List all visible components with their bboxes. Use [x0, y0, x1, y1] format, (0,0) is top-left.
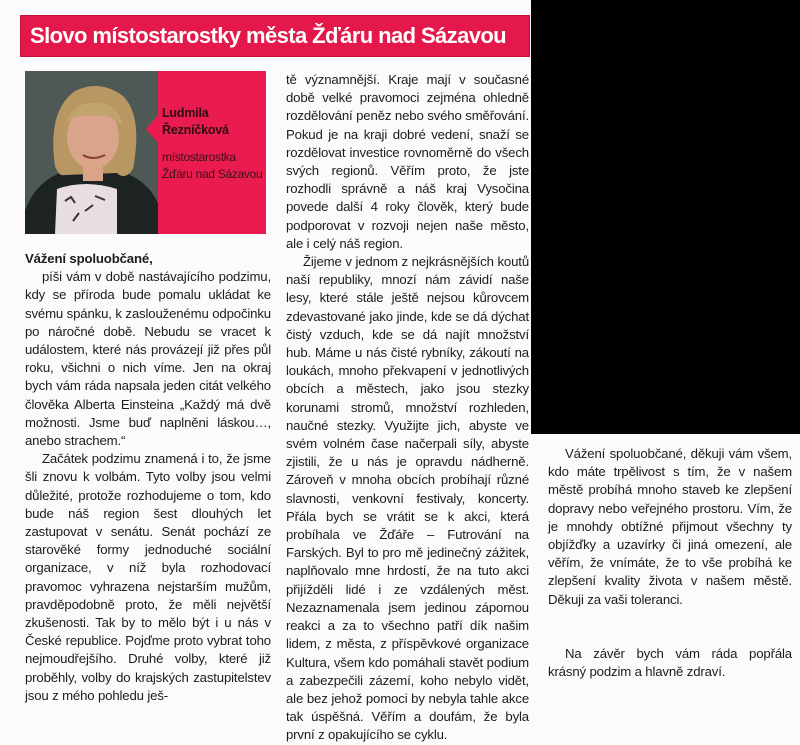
author-photo: [25, 71, 159, 234]
author-first-name: Ludmila: [162, 106, 209, 120]
paragraph: Začátek podzimu znamená i to, že jsme šli znovu k volbám. Tyto volby jsou velmi důležité, protože rozhodujeme o tom, kdo bude náš region šest dlouhých let zastupovat v senátu. Senát pochází ze starověké formy jednoduché sociální organizace, v níž byla rozhodovací pravomoc vyhrazena nejstarším mužům, pravděpodobně proto, že měli největší zkušenosti. Tak by to mělo být i u nás v České republice. Pojďme proto vybrat toho nejmoudřejšího. Druhé volby, které již proběhly, volby do krajských zastupitelstev jsou z mého pohledu ješ-: [25, 451, 271, 703]
greeting: Vážení spoluobčané,: [25, 251, 153, 266]
author-name: [162, 105, 229, 139]
pointer-arrow-icon: [146, 115, 158, 143]
text-column-3: [548, 445, 792, 681]
author-role: [162, 149, 262, 183]
article-title: Slovo místostarostky města Žďáru nad Sázavou: [30, 23, 507, 48]
paragraph: Na závěr bych vám ráda popřála krásný podzim a hlavně zdraví.: [548, 645, 792, 680]
author-role-line1: místostarostka: [162, 150, 236, 164]
spacer: [548, 609, 792, 645]
author-last-name: Řezníčková: [162, 123, 229, 137]
paragraph: píši vám v době nastávajícího podzimu, kdy se příroda bude pomalu ukládat ke svému spánku, k zaslouženému odpočinku po náročné době. Nebudu se vracet k událostem, které nás provázejí již přes půl roku, všichni o nich víme. Jen na okraj bych vám ráda napsala jeden citát velkého člověka Alberta Einsteina „Každý má dvě možnosti. Jsme buď naplněni láskou…, anebo strachem.“: [25, 269, 271, 449]
text-column-2: [286, 71, 529, 745]
author-box: [25, 71, 266, 234]
paragraph: tě významnější. Kraje mají v současné době velké pravomoci zejména ohledně rozdělování peněz nebo svého směřování. Pokud je na kraji dobré vedení, snaží se rozdělovat investice rovnoměrně do všech svých regionů. Věřím proto, že jste rozhodli správně a náš kraj Vysočina povede další 4 roky člověk, který bude podporovat v rozvoji nejen naše město, ale i celý náš region.: [286, 72, 529, 251]
text-column-1: [25, 250, 271, 705]
article-title-bar: [20, 15, 530, 57]
paragraph: Žijeme v jednom z nejkrásnějších koutů naší republiky, mnozí nám závidí naše lesy, které stále ještě nejsou kůrovcem zdevastované jako jinde, kde se dá dýchat čistý vzduch, kde se dá najít množství hub. Máme u nás čisté rybníky, zákoutí na loukách, mnoho překvapení v jednotlivých obcích a městech, jako jsou stezky korunami stromů, množství rozhleden, naučné stezky. Využijte jich, abyste ve svém volném čase načerpali síly, abyste zjistili, že u nás je opravdu nádherně. Zároveň v mnoha obcích probíhají různé slavnosti, venkovní festivaly, koncerty. Přála bych se vrátit se k akci, která probíhala ve Žďáře – Futrování na Farských. Byl to pro mě jedinečný zážitek, naplňovalo mne hrdostí, že na tuto akci přijížděli lidé i ze vzdálených měst. Nezaznamenala jsem jedinou zápornou reakci a za to všechno patří dík našim lidem, z města, z příspěvkové organizace Kultura, všem kdo pomáhali stavět podium a zabezpečili zázemí, koho nebylo vidět, ale bez jehož pomoci by nebyla tahle akce tak úspěšná. Věřím a doufám, že byla první z opakujícího se cyklu.: [286, 254, 529, 743]
paragraph: Vážení spoluobčané, děkuji vám všem, kdo máte trpělivost s tím, že v našem městě probíhá mnoho staveb ke zlepšení dopravy nebo veřejného prostoru. Vím, že je mnohdy obtížné přijmout všechny ty objížďky a uzavírky či jiná omezení, ale věřím, že vnímáte, že to vše probíhá ke zlepšení kvality života v našem městě. Děkuji za vaši toleranci.: [548, 446, 792, 607]
portrait-illustration: [25, 71, 159, 234]
author-role-line2: Žďáru nad Sázavou: [162, 167, 263, 181]
author-card: [158, 71, 266, 234]
redacted-area: [531, 0, 800, 434]
